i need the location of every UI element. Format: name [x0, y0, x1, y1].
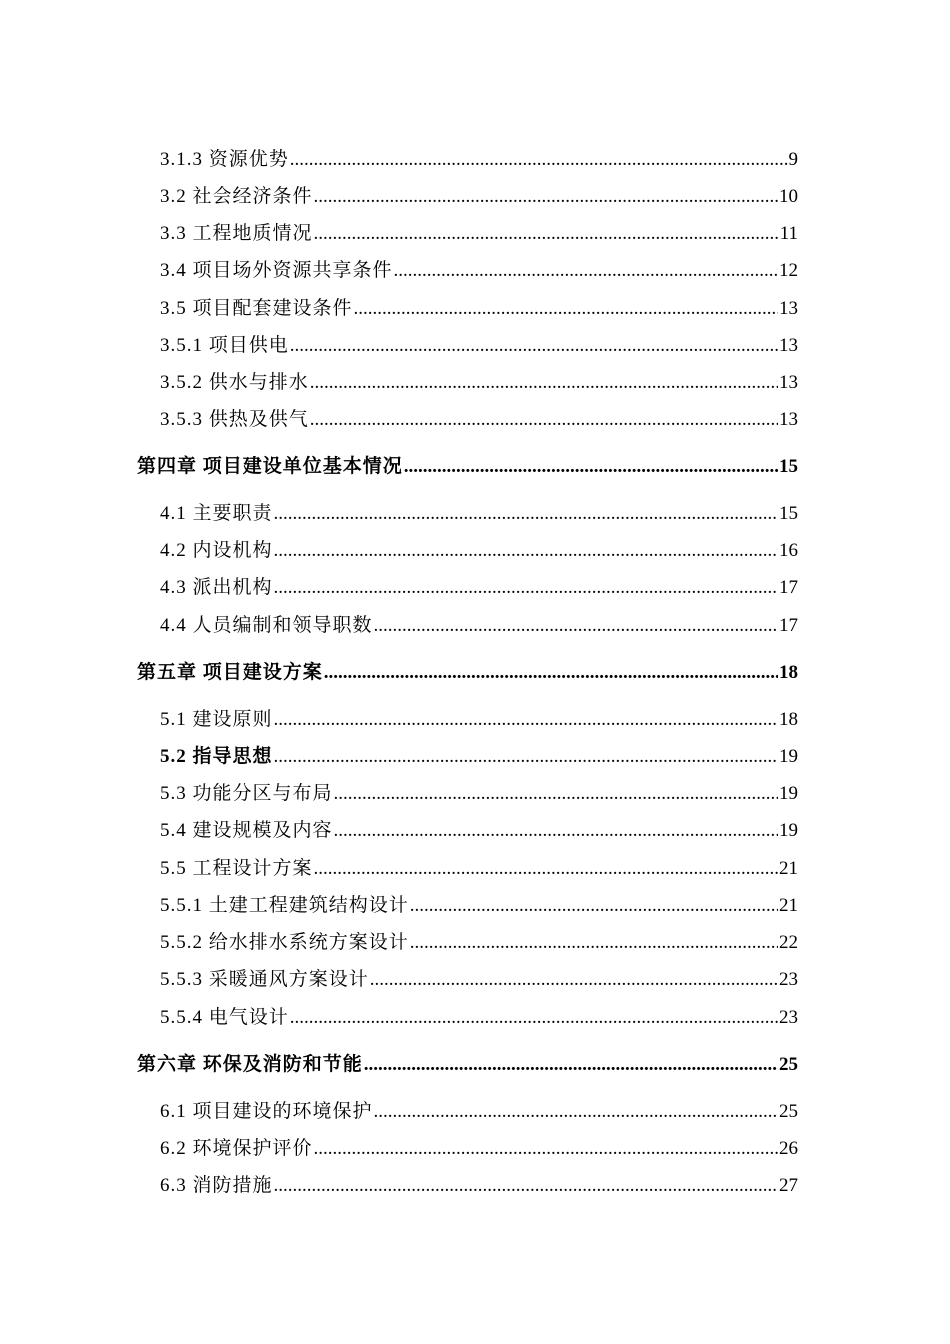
toc-page-number: 9 [788, 149, 798, 170]
toc-entry-title: 5.5.3 采暖通风方案设计 [160, 969, 369, 990]
toc-entry-5-5[interactable] [160, 856, 798, 882]
toc-entry-6-1[interactable] [160, 1099, 798, 1125]
toc-page-number: 27 [779, 1175, 798, 1196]
toc-entry-5-5-2[interactable] [160, 930, 798, 956]
toc-entry-title: 3.5.2 供水与排水 [160, 372, 309, 393]
toc-entry-title: 5.2 指导思想 [160, 746, 273, 767]
toc-page-number: 21 [779, 858, 798, 879]
toc-chapter-4[interactable] [137, 454, 798, 480]
toc-entry-title: 4.2 内设机构 [160, 540, 273, 561]
toc-entry-title: 6.1 项目建设的环境保护 [160, 1101, 373, 1122]
toc-leader-dots [324, 660, 778, 686]
toc-entry-title: 6.2 环境保护评价 [160, 1138, 313, 1159]
toc-entry-5-5-3[interactable] [160, 967, 798, 993]
toc-page-number: 17 [779, 577, 798, 598]
toc-page-number: 13 [779, 298, 798, 319]
toc-page-number: 23 [779, 1007, 798, 1028]
toc-entry-3-5[interactable] [160, 296, 798, 322]
toc-entry-4-3[interactable] [160, 575, 798, 601]
toc-leader-dots [274, 538, 778, 564]
toc-entry-4-4[interactable] [160, 613, 798, 639]
toc-entry-title: 3.1.3 资源优势 [160, 149, 289, 170]
toc-entry-title: 6.3 消防措施 [160, 1175, 273, 1196]
toc-entry-title: 5.5.1 土建工程建筑结构设计 [160, 895, 409, 916]
toc-entry-title: 5.3 功能分区与布局 [160, 783, 333, 804]
toc-entry-3-5-2[interactable] [160, 370, 798, 396]
toc-leader-dots [334, 781, 778, 807]
toc-page-number: 18 [779, 709, 798, 730]
toc-entry-5-5-4[interactable] [160, 1005, 798, 1031]
toc-leader-dots [334, 818, 778, 844]
toc-leader-dots [310, 407, 778, 433]
toc-entry-title: 4.4 人员编制和领导职数 [160, 615, 373, 636]
toc-entry-title: 5.4 建设规模及内容 [160, 820, 333, 841]
toc-leader-dots [364, 1052, 778, 1078]
toc-chapter-6[interactable] [137, 1052, 798, 1078]
toc-page-number: 26 [779, 1138, 798, 1159]
toc-leader-dots [274, 501, 778, 527]
toc-leader-dots [374, 1099, 778, 1125]
toc-entry-4-2[interactable] [160, 538, 798, 564]
toc-leader-dots [374, 613, 778, 639]
toc-leader-dots [370, 967, 778, 993]
toc-page-number: 25 [779, 1054, 798, 1075]
toc-entry-title: 3.2 社会经济条件 [160, 186, 313, 207]
toc-entry-3-2[interactable] [160, 184, 798, 210]
toc-leader-dots [314, 1136, 778, 1162]
toc-leader-dots [310, 370, 778, 396]
toc-entry-6-3[interactable] [160, 1173, 798, 1199]
toc-leader-dots [290, 1005, 778, 1031]
toc-entry-3-5-3[interactable] [160, 407, 798, 433]
toc-leader-dots [314, 184, 778, 210]
toc-leader-dots [394, 258, 778, 284]
toc-entry-title: 3.3 工程地质情况 [160, 223, 313, 244]
toc-entry-title: 5.5.2 给水排水系统方案设计 [160, 932, 409, 953]
toc-entry-title: 3.5 项目配套建设条件 [160, 298, 353, 319]
toc-leader-dots [404, 454, 778, 480]
toc-page-number: 22 [779, 932, 798, 953]
toc-entry-3-4[interactable] [160, 258, 798, 284]
toc-entry-title: 3.4 项目场外资源共享条件 [160, 260, 393, 281]
toc-entry-title: 4.1 主要职责 [160, 503, 273, 524]
toc-page-number: 15 [779, 456, 798, 477]
toc-page-number: 18 [779, 662, 798, 683]
toc-entry-5-3[interactable] [160, 781, 798, 807]
toc-page-number: 10 [779, 186, 798, 207]
toc-entry-5-1[interactable] [160, 707, 798, 733]
toc-chapter-5[interactable] [137, 660, 798, 686]
toc-page-number: 15 [779, 503, 798, 524]
toc-leader-dots [410, 893, 778, 919]
toc-page-number: 12 [779, 260, 798, 281]
toc-entry-3-3[interactable] [160, 221, 798, 247]
toc-page-number: 23 [779, 969, 798, 990]
toc-leader-dots [274, 707, 778, 733]
toc-entry-title: 5.1 建设原则 [160, 709, 273, 730]
toc-leader-dots [354, 296, 778, 322]
toc-entry-title: 5.5 工程设计方案 [160, 858, 313, 879]
toc-page-number: 19 [779, 820, 798, 841]
toc-leader-dots [410, 930, 778, 956]
toc-leader-dots [274, 1173, 778, 1199]
toc-leader-dots [274, 575, 778, 601]
toc-entry-3-1-3[interactable] [160, 147, 798, 173]
toc-entry-title: 5.5.4 电气设计 [160, 1007, 289, 1028]
toc-leader-dots [314, 221, 779, 247]
toc-entry-5-5-1[interactable] [160, 893, 798, 919]
toc-page-number: 21 [779, 895, 798, 916]
toc-page-number: 13 [779, 409, 798, 430]
toc-page-number: 19 [779, 783, 798, 804]
toc-page-number: 11 [779, 223, 798, 244]
toc-chapter-title: 第四章 项目建设单位基本情况 [137, 456, 403, 477]
toc-leader-dots [274, 744, 778, 770]
toc-entry-5-4[interactable] [160, 818, 798, 844]
toc-entry-5-2[interactable] [160, 744, 798, 770]
toc-page-number: 17 [779, 615, 798, 636]
toc-page-number: 16 [779, 540, 798, 561]
toc-leader-dots [290, 147, 788, 173]
toc-leader-dots [290, 333, 778, 359]
toc-entry-title: 3.5.3 供热及供气 [160, 409, 309, 430]
toc-leader-dots [314, 856, 778, 882]
toc-entry-title: 3.5.1 项目供电 [160, 335, 289, 356]
toc-entry-title: 4.3 派出机构 [160, 577, 273, 598]
toc-page-number: 25 [779, 1101, 798, 1122]
toc-chapter-title: 第五章 项目建设方案 [137, 662, 323, 683]
toc-page-number: 13 [779, 372, 798, 393]
toc-page-number: 13 [779, 335, 798, 356]
toc-entry-4-1[interactable] [160, 501, 798, 527]
toc-page-number: 19 [779, 746, 798, 767]
toc-entry-3-5-1[interactable] [160, 333, 798, 359]
toc-entry-6-2[interactable] [160, 1136, 798, 1162]
toc-chapter-title: 第六章 环保及消防和节能 [137, 1054, 363, 1075]
